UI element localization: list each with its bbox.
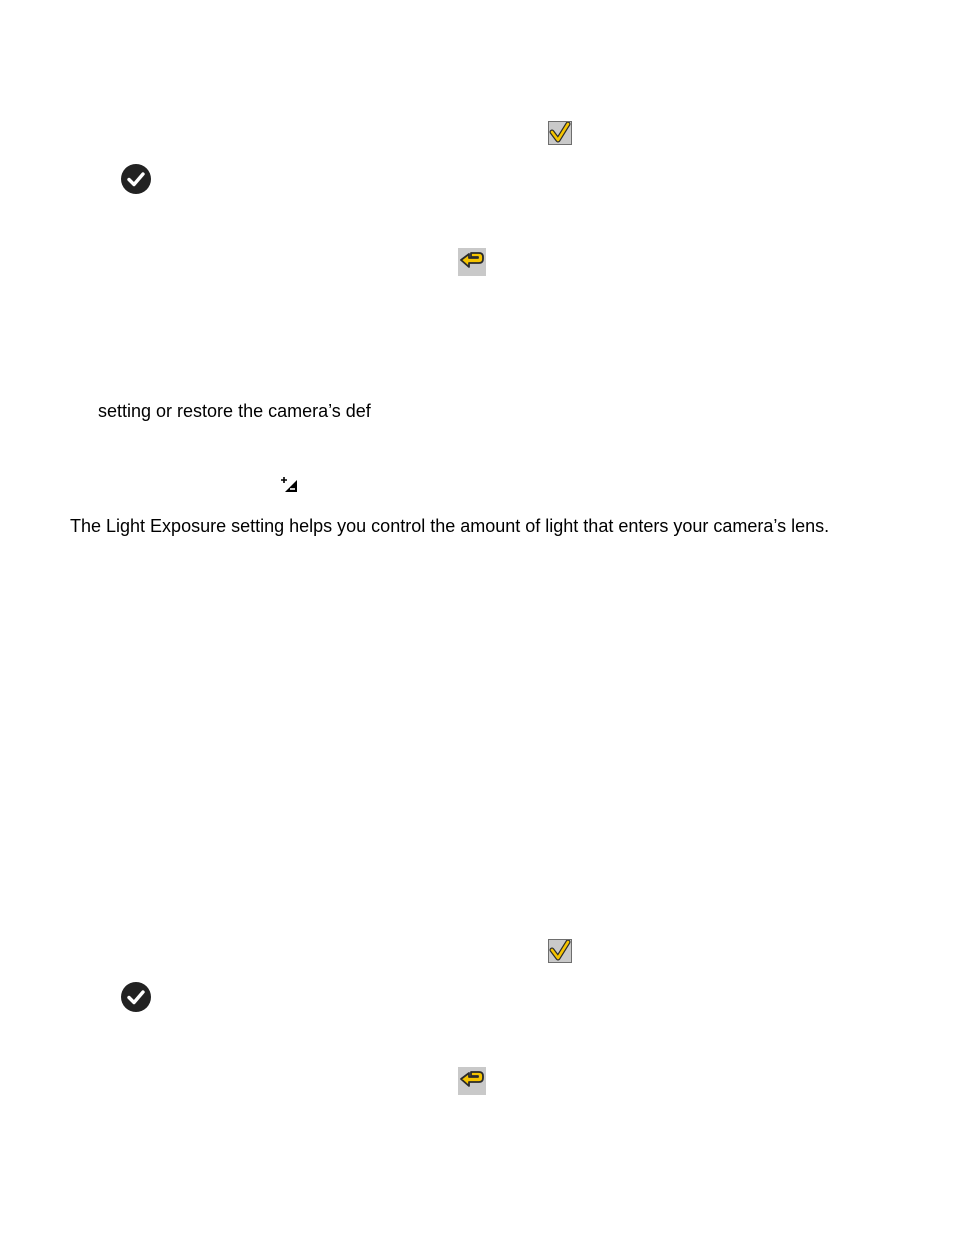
round-checkmark-icon: [120, 163, 152, 195]
exposure-description: The Light Exposure setting helps you control the amount of light that enters your camera’s lens.: [70, 516, 830, 536]
setting-fragment-text: setting or restore the camera’s def: [98, 401, 371, 421]
exposure-compensation-icon: [281, 476, 299, 494]
round-checkmark-icon: [120, 981, 152, 1013]
yellow-checkbox-icon: [548, 121, 572, 145]
return-arrow-icon: [458, 1067, 486, 1095]
return-arrow-icon: [458, 248, 486, 276]
yellow-checkbox-icon: [548, 939, 572, 963]
